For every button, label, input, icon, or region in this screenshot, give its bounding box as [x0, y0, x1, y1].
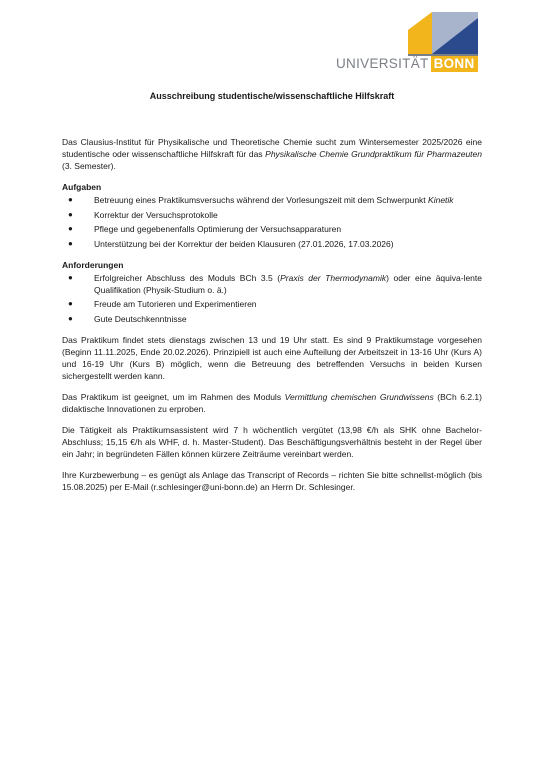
list-item: [62, 209, 482, 221]
list-item: [62, 194, 482, 206]
list-item-text: Erfolgreicher Abschluss des Moduls BCh 3.5 (: [94, 272, 281, 283]
bullet-icon: ●: [68, 209, 73, 219]
list-item-text: Betreuung eines Praktikumsversuchs während der Vorlesungszeit mit dem Schwerpunkt: [94, 195, 429, 205]
bullet-icon: ●: [68, 224, 73, 233]
module-italic: Vermittlung chemischen Grundwissens: [284, 391, 434, 402]
application-paragraph: Ihre Kurzbewerbung – es genügt als Anlage das Transcript of Records – richten Sie bitte schnellst-möglich (bis 15.08.2025) per E-Mail (r.schlesinger@uni-bonn.de) an Herrn Dr. Schlesinger.: [62, 469, 482, 492]
bullet-icon: ●: [68, 195, 73, 204]
intro-text-end: (3. Semester).: [62, 161, 116, 171]
module-paragraph: [62, 391, 482, 415]
document-body: [62, 90, 482, 493]
module-text-end: (BCh 6.2.1) didaktische Innovationen zu erproben.: [62, 391, 482, 414]
compensation-paragraph: Die Tätigkeit als Praktikumsassistent wird 7 h wöchentlich vergütet (13,98 €/h als SHK ohne Bachelor-Abschluss; 15,15 €/h als WHF, d. h. Master-Student). Das Beschäftigungsverhältnis besteht in der Regel über ein Jahr; in begründeten Fällen können kürzere Zeiträume vereinbart werden.: [62, 424, 482, 459]
logo-wordmark: [336, 56, 478, 72]
aufgaben-list: [62, 194, 482, 250]
list-item: [62, 272, 482, 296]
module-text: Das Praktikum ist geeignet, um im Rahmen des Moduls: [62, 391, 285, 402]
document-title: Ausschreibung studentische/wissenschaftliche Hilfskraft: [149, 91, 395, 101]
list-item-text: Unterstützung bei der Korrektur der beiden Klausuren (27.01.2026, 17.03.2026): [94, 238, 394, 249]
list-item-text: Freude am Tutorieren und Experimentieren: [94, 299, 257, 309]
section-heading-aufgaben: Aufgaben: [62, 182, 102, 192]
list-item-text-end: ) oder eine äquiva-lente Qualifikation (Physik-Studium o. ä.): [94, 272, 483, 295]
list-item-text: Pflege und gegebenenfalls Optimierung der Versuchsapparaturen: [94, 224, 342, 234]
bullet-icon: ●: [68, 313, 73, 323]
intro-text: Das Clausius-Institut für Physikalische und Theoretische Chemie sucht zum Wintersemester 2025/2026 eine studentische oder wissenschaftliche Hilfskraft für das: [62, 137, 482, 159]
list-item-italic: Kinetik: [428, 195, 454, 205]
list-item-italic: Praxis der Thermodynamik: [280, 272, 387, 283]
bullet-icon: ●: [68, 272, 73, 282]
logo-text-bonn: BONN: [431, 56, 478, 72]
list-item: [62, 238, 482, 250]
list-item: [62, 223, 482, 235]
list-item: [62, 298, 482, 310]
intro-italic: Physikalische Chemie Grundpraktikum für Pharmazeuten: [265, 149, 482, 159]
section-heading-anforderungen: Anforderungen: [62, 259, 124, 270]
list-item: [62, 313, 482, 325]
bullet-icon: ●: [68, 238, 73, 248]
logo-graphic: [336, 12, 478, 56]
anforderungen-list: [62, 272, 482, 325]
university-logo: [336, 12, 478, 71]
logo-text-universitaet: UNIVERSITÄT: [336, 56, 429, 71]
list-item-text: Korrektur der Versuchsprotokolle: [94, 209, 218, 220]
schedule-paragraph: Das Praktikum findet stets dienstags zwischen 13 und 19 Uhr statt. Es sind 9 Praktikumstage vorgesehen (Beginn 11.11.2025, Ende 20.02.2026). Prinzipiell ist auch eine Aufteilung der Arbeitszeit in 13-16 Uhr (Kurs A) und 16-19 Uhr (Kurs B) möglich, wenn die Betreuung des betreffenden Versuchs in beiden Kursen sichergestellt werden kann.: [62, 334, 482, 381]
intro-paragraph: [62, 136, 482, 172]
bullet-icon: ●: [68, 299, 73, 308]
list-item-text: Gute Deutschkenntnisse: [94, 313, 187, 324]
